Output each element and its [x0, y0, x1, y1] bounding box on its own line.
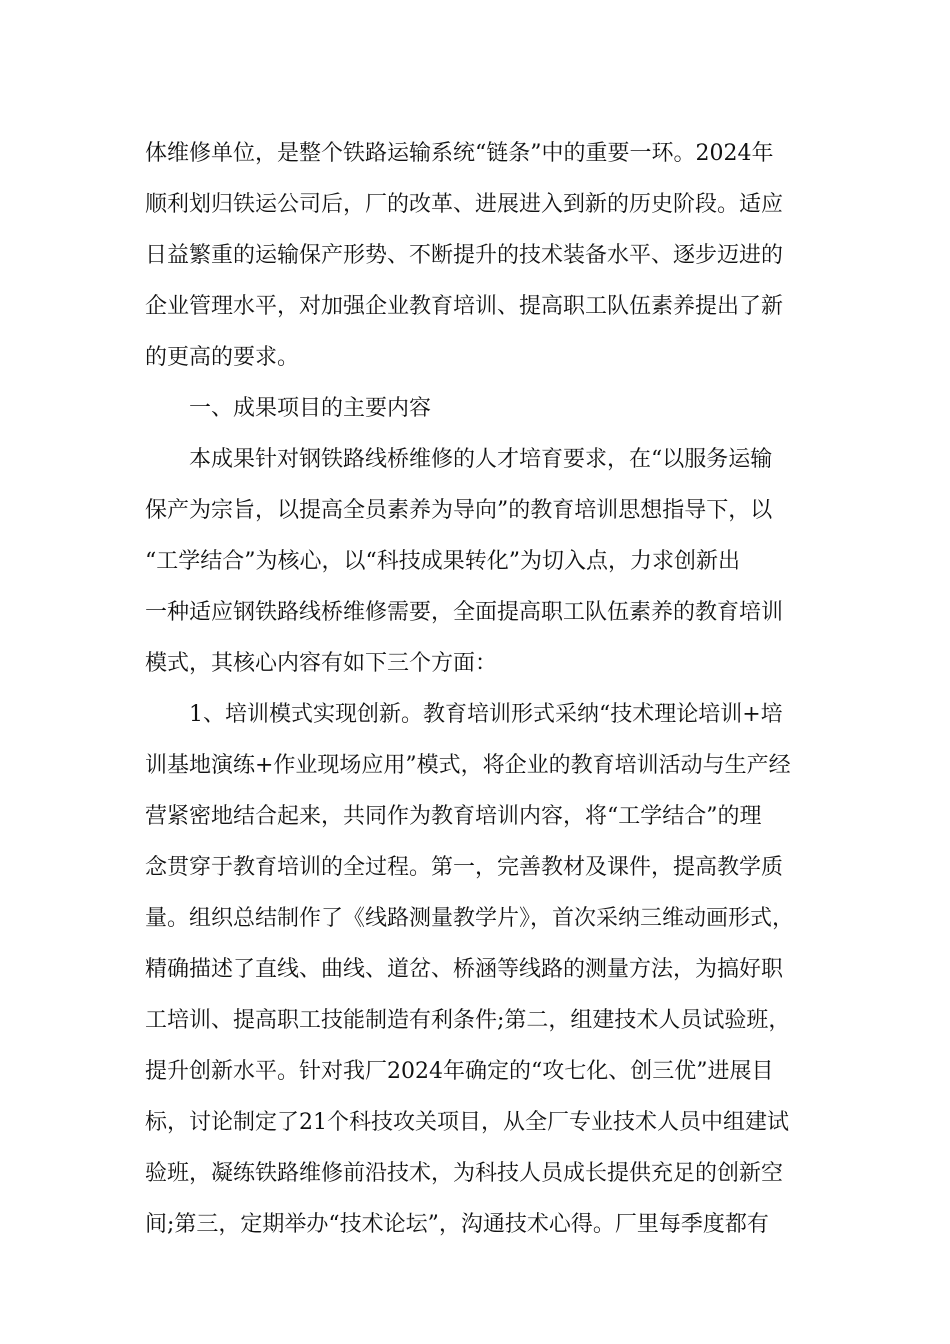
text-line: 工培训、提高职工技能制造有利条件;第二，组建技术人员试验班， — [145, 1008, 791, 1033]
text-line: 训基地演练+作业现场应用”模式，将企业的教育培训活动与生产经 — [145, 753, 791, 778]
text-line: 保产为宗旨，以提高全员素养为导向”的教育培训思想指导下，以 — [145, 498, 773, 523]
text-line: 验班，凝练铁路维修前沿技术，为科技人员成长提供充足的创新空 — [145, 1161, 784, 1186]
text-line: 间;第三，定期举办“技术论坛”，沟通技术心得。厂里每季度都有 — [145, 1212, 769, 1237]
text-line: “工学结合”为核心，以“科技成果转化”为切入点，力求创新出 — [145, 549, 740, 574]
text-line: 标，讨论制定了21个科技攻关项目，从全厂专业技术人员中组建试 — [145, 1110, 789, 1135]
text-line: 1、培训模式实现创新。教育培训形式采纳“技术理论培训+培 — [189, 702, 783, 727]
document-body — [145, 128, 815, 1250]
text-line: 念贯穿于教育培训的全过程。第一，完善教材及课件，提高教学质 — [145, 855, 784, 880]
text-line: 量。组织总结制作了《线路测量教学片》，首次采纳三维动画形式， — [145, 906, 795, 931]
text-line: 的更高的要求。 — [145, 345, 300, 370]
text-line: 提升创新水平。针对我厂2024年确定的“攻七化、创三优”进展目 — [145, 1059, 774, 1084]
text-line: 顺利划归铁运公司后，厂的改革、进展进入到新的历史阶段。适应 — [145, 192, 784, 217]
text-line: 企业管理水平，对加强企业教育培训、提高职工队伍素养提出了新 — [145, 294, 784, 319]
text-line: 体维修单位，是整个铁路运输系统“链条”中的重要一环。2024年 — [145, 141, 774, 166]
text-line: 精确描述了直线、曲线、道岔、桥涵等线路的测量方法，为搞好职 — [145, 957, 784, 982]
text-line: 本成果针对钢铁路线桥维修的人才培育要求，在“以服务运输 — [189, 447, 773, 472]
text-line: 一、成果项目的主要内容 — [189, 396, 432, 421]
text-line: 一种适应钢铁路线桥维修需要，全面提高职工队伍素养的教育培训 — [145, 600, 784, 625]
text-line: 模式，其核心内容有如下三个方面： — [145, 651, 498, 676]
text-line: 日益繁重的运输保产形势、不断提升的技术装备水平、逐步迈进的 — [145, 243, 784, 268]
text-line: 营紧密地结合起来，共同作为教育培训内容，将“工学结合”的理 — [145, 804, 762, 829]
